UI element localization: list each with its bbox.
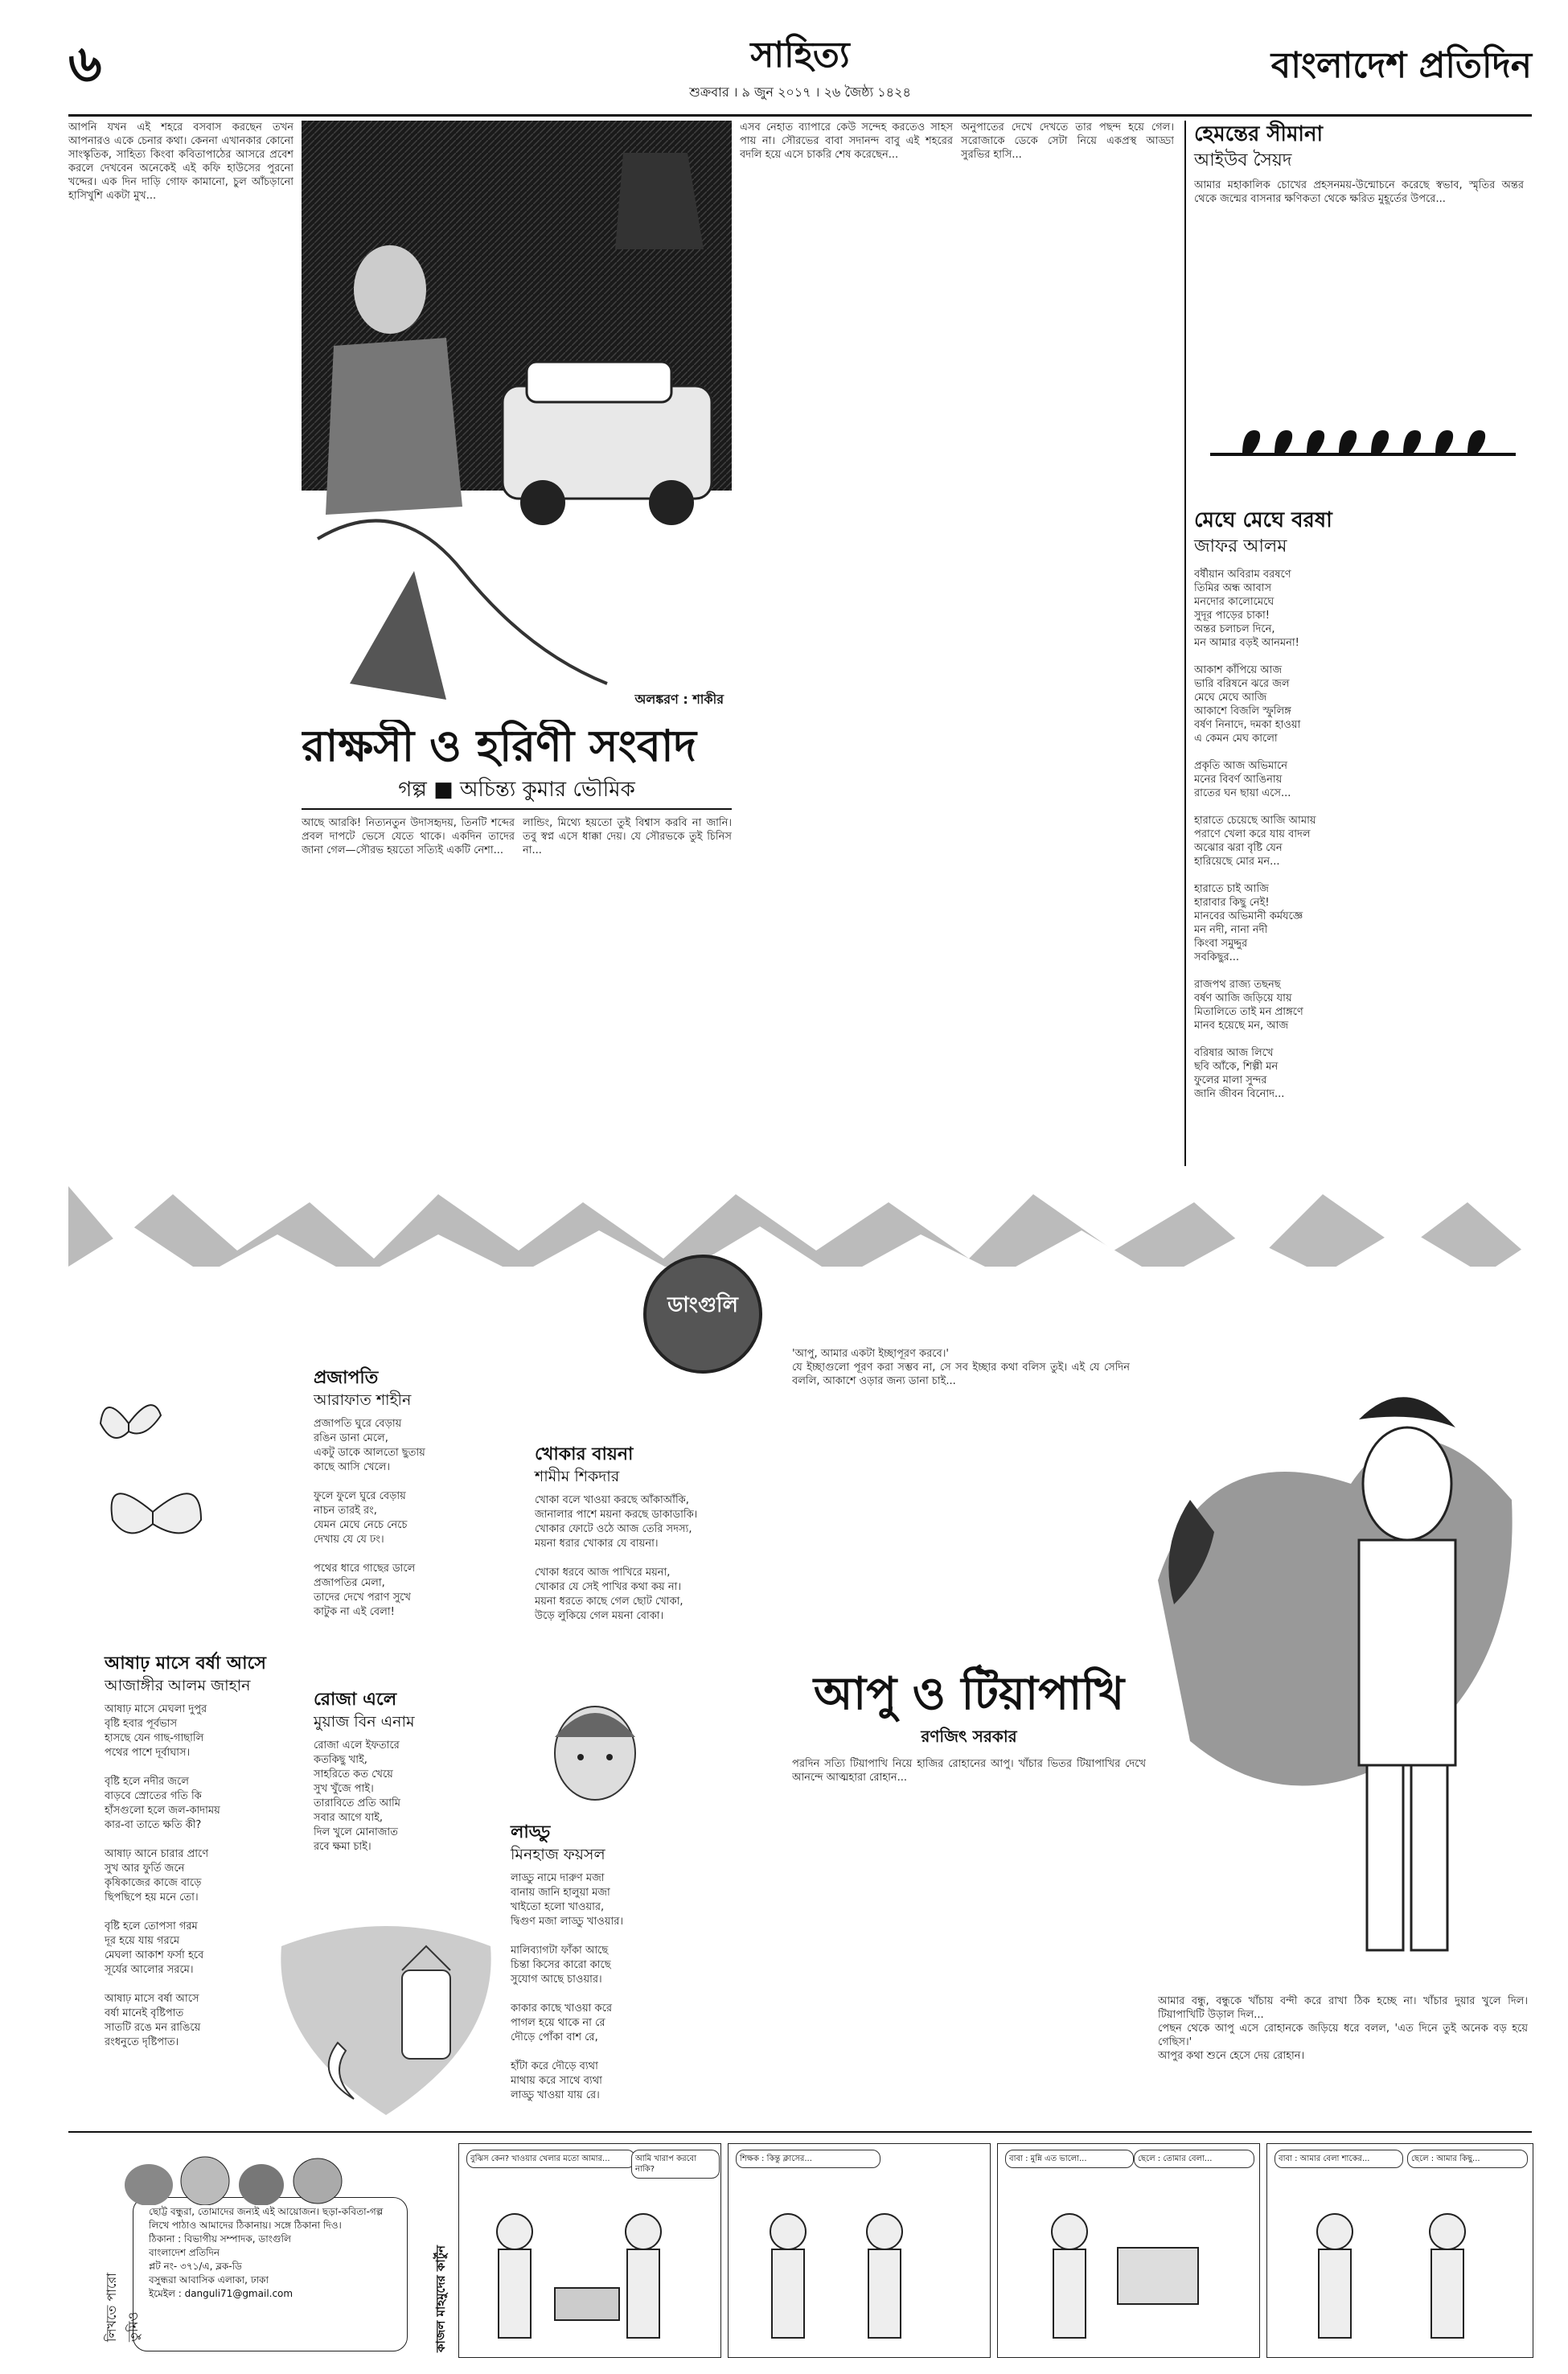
cartoon-strip xyxy=(430,2143,1532,2360)
title-rule xyxy=(302,808,732,810)
page-header xyxy=(68,32,1532,113)
kids-banner-band xyxy=(68,1178,1532,1299)
story-column-1: আপনি যখন এই শহরে বসবাস করছেন তখন আপনারও একে চেনার কথা। কেননা এখানকার কোনো সাংস্কৃতিক, সাহিত্য কিংবা কবিতাপাঠের আসরে প্রবেশ করলে দেখবেন অনেকেই এই কফি হাউসের পুরনো খদ্দের। এক দিন দাড়ি গোফ কামানো, চুল আঁচড়ানো হাসিখুশি একটা মুখ... xyxy=(68,121,293,202)
kids-poem-2-author: শামীম শিকদার xyxy=(535,1468,620,1485)
header-rule xyxy=(68,114,1532,117)
kids-poem-1-title: প্রজাপতি xyxy=(314,1368,379,1388)
poem2-text: বর্ষীয়ান অবিরাম বরষণে তিমির অন্ধ আবাস মনদোর কালোমেঘে সুদূর পাড়ের চাকা! অন্তর চলাচল দিনে, মন আমার বড়ই আনমনা! আকাশ কাঁপিয়ে আজ ভারি বরিষনে ঝরে জল মেঘে মেঘে আজি আকাশে বিজলি স্ফুলিঙ্গ বর্ষণ নিনাদে, দমকা হাওয়া এ কেমন মেঘ কালো প্রকৃতি আজ অভিমানে মনের বিবর্ণ আঙিনায় রাতের ঘন ছায়া এসে... হারাতে চেয়েছে আজি আমায় পরাণে খেলা করে যায় বাদল অঝোর ঝরা বৃষ্টি যেন হারিয়েছে মোর মন... হারাতে চাই আজি হারাবার কিছু নেই! মানবের অভিমানী কর্মযজ্ঞে মন নদী, নানা নদী কিংবা সমুদ্দুর সবকিছুর... রাজপথ রাজ্য তছনছ বর্ষণ আজি জড়িয়ে যায় মিতালিতে তাই মন প্রাঙ্গণে মানব হয়েছে মন, আজ বরিষার আজ লিখে ছবি আঁকে, শিল্পী মন ফুলের মালা সুন্দর জানি জীবন বিনোদ... xyxy=(1194,569,1316,1100)
kids-poem-1 xyxy=(314,1367,523,1705)
kids-story-title: আপু ও টিয়াপাখি xyxy=(813,1667,1125,1720)
kids-story-column-3: আমার বন্ধু, বন্ধুকে খাঁচায় বন্দী করে রাখা ঠিক হচ্ছে না। খাঁচার দুয়ার খুলে দিল। টিয়াপাখিটি উড়াল দিল... পেছন থেকে আপু এসে রোহানকে জড়িয়ে ধরে বলল, 'এত দিনে তুই অনেক বড় হয়ে গেছিস।' আপুর কথা শুনে হেসে দেয় রোহান। xyxy=(1158,1995,1528,2062)
column-divider xyxy=(1184,121,1186,1166)
comic-bubble-3: শিক্ষক : কিন্তু ক্লাসের... xyxy=(736,2150,880,2168)
comic-bubble-1: বুঝিস কেন? খাওয়ার খেলার মতো আমার... xyxy=(466,2150,635,2168)
notice-side-label: লিখতে পারো তুমিও xyxy=(104,2273,141,2342)
kids-poem-3-title: আষাঢ় মাসে বর্ষা আসে xyxy=(105,1653,266,1674)
poem1-title: হেমন্তের সীমানা xyxy=(1194,122,1324,146)
story-column-2b: লান্ডিং, মিথ্যে হয়তো তুই বিশ্বাস করবি না জানি। তবু স্বপ্ন এসে ধাক্কা দেয়। যে সৌরভকে তুই চিনিস না... xyxy=(523,817,732,856)
story-column-3: এসব নেহাত ব্যাপারে কেউ সন্দেহ করতেও সাহস পায় না। সৌরভের বাবা সদানন্দ বাবু এই শহরের বদলি হয়ে এসে চাকরি শেষ করেছেন... xyxy=(740,121,953,161)
notice-text: ছোট্ট বন্ধুরা, তোমাদের জন্যই এই আয়োজন। ছড়া-কবিতা-গল্প লিখে পাঠাও আমাদের ঠিকানায়। সঙ্গে ঠিকানা দিও। ঠিকানা : বিভাগীয় সম্পাদক, ডাংগুলি বাংলাদেশ প্রতিদিন প্লট নং- ৩৭১/এ, ব্লক-ডি বসুন্ধরা আবাসিক এলাকা, ঢাকা ইমেইল : danguli71@gmail.com xyxy=(149,2206,384,2299)
story-column-4: অনুপাতের দেখে দেখতে তার পছন্দ হয়ে গেল। সরোজাকে ডেকে সেটা নিয়ে একপ্রস্থ আড্ডা সুরভির হাসি... xyxy=(961,121,1174,161)
kids-poem-1-author: আরাফাত শাহীন xyxy=(314,1391,412,1409)
story-column-2: আছে আরকি! নিত্যনতুন উদাসহৃদয়, তিনটি শব্দের প্রবল দাপটে ভেসে যেতে থাকে। একদিন তাদের জানা গেল—সৌরভ হয়তো সত্যিই একটি নেশা... xyxy=(302,817,515,856)
kids-poem-3-author: আজাঙ্গীর আলম জাহান xyxy=(105,1677,251,1694)
kids-poem-2 xyxy=(535,1444,776,1685)
section-title: সাহিত্য xyxy=(750,35,850,76)
boy-parrot-illustration xyxy=(1142,1339,1528,1982)
butterfly-art xyxy=(96,1391,217,1568)
kids-poem-4-title: রোজা এলে xyxy=(314,1690,397,1710)
kids-poem-2-title: খোকার বায়না xyxy=(535,1444,634,1464)
kids-poem-4-text: রোজা এলে ইফতারে কতকিছু খাই, সাহরিতে কত খেয়ে সুখ খুঁজে পাই। তারাবিতে প্রতি আমি সবার আগে যাই, দিল খুলে মোনাজাত রবে ক্ষমা চাই। xyxy=(314,1739,400,1853)
comic-figures xyxy=(458,2199,1532,2352)
story-byline: গল্প ■ অচিন্ত্য কুমার ভৌমিক xyxy=(398,778,635,802)
date-line: শুক্রবার । ৯ জুন ২০১৭ । ২৬ জৈষ্ঠ্য ১৪২৪ xyxy=(689,84,911,100)
kids-poem-5-title: লাড্ডু xyxy=(511,1822,551,1842)
cartoon-label: কাজল মাহমুদের কার্টুন xyxy=(433,2245,448,2352)
story-illustration-art xyxy=(302,121,732,716)
comic-bubble-6: বাবা : আমার বেলা শাকের... xyxy=(1275,2150,1403,2168)
comic-bubble-4: বাবা : মুন্নি এত ভালো... xyxy=(1005,2150,1134,2168)
submission-notice xyxy=(68,2141,422,2358)
poem1-text: আমার মহাকালিক চোখের প্রহসনময়-উন্মোচনে করেছে স্বভাব, স্মৃতির অন্তর থেকে জন্মের বাসনার ক্ষণিকতা থেকে ক্ষরিত মুহূর্তের উপরে... xyxy=(1194,179,1524,205)
story-title: রাক্ষসী ও হরিণী সংবাদ xyxy=(302,720,696,771)
ornament-divider xyxy=(1210,422,1516,470)
story-illustration xyxy=(302,121,732,716)
kids-poem-1-text: প্রজাপতি ঘুরে বেড়ায় রঙিন ডানা মেলে, একটু ডাকে আলতো ছুতায় কাছে আসি খেলে। ফুলে ফুলে ঘুরে বেড়ায় নাচন তারই রং, যেমন মেঘে নেচে নেচে দেখায় যে যে ঢং। পথের ধারে গাছের ডালে প্রজাপতির মেলা, তাদের দেখে পরাণ সুখে কাটুক না এই বেলা! xyxy=(314,1418,425,1618)
kids-story-column-1: 'আপু, আমার একটা ইচ্ছাপূরণ করবে।' যে ইচ্ছাগুলো পূরণ করা সম্ভব না, সে সব ইচ্ছার কথা বলিস তুই। এই যে সেদিন বললি, আকাশে ওড়ার জন্য ডানা চাই... xyxy=(792,1348,1130,1387)
illustration-credit: অলঙ্করণ : শাকীর xyxy=(634,692,724,707)
poem2-title: মেঘে মেঘে বরষা xyxy=(1194,508,1332,532)
poem2-author: জাফর আলম xyxy=(1194,536,1287,557)
kids-story-column-2: পরদিন সত্যি টিয়াপাখি নিয়ে হাজির রোহানের আপু। খাঁচার ভিতর টিয়াপাখির দেখে আনন্দে আত্মহারা রোহান... xyxy=(792,1758,1146,1784)
child-sketch xyxy=(539,1689,651,1809)
right-column xyxy=(1194,121,1532,1166)
monster-kids-art xyxy=(117,2141,358,2205)
kids-poem-3 xyxy=(105,1653,289,2103)
brand-logo: বাংলাদেশ প্রতিদিন xyxy=(1270,45,1532,86)
comic-bubble-2: আমি খারাপ করবো নাকি? xyxy=(631,2150,720,2179)
comic-bubble-5: ছেলে : তোমার বেলা... xyxy=(1134,2150,1254,2168)
kids-story-author: রণজিৎ সরকার xyxy=(921,1727,1017,1746)
kids-poem-5-text: লাড্ডু নামে দারুণ মজা বানায় জানি হালুয়া মজা খাইতো হলো খাওয়ার, দ্বিগুণ মজা লাড্ডু খাওয়ার। মালিব্যাগটা ফাঁকা আছে চিন্তা কিসের কারো কাছে সুযোগ আছে চাওয়ার। কাকার কাছে খাওয়া করে পাগল হয়ে থাকে না রে দৌড়ে পোঁকা বাশ রে, হাঁটা করে দৌড়ে ব্যথা মাথায় করে সাথে ব্যথা লাড্ডু খাওয়া যায় রে। xyxy=(511,1872,624,2101)
kids-logo xyxy=(643,1255,762,1374)
poem1-author: আইউব সৈয়দ xyxy=(1194,150,1292,170)
kids-poem-5-author: মিনহাজ ফয়সল xyxy=(511,1846,605,1863)
kids-poem-2-text: খোকা বলে খাওয়া করছে আঁকাআঁকি, জানালার পাশে ময়না করছে ডাকাডাকি। খোকার ফোটে ওঠে আজ তেরি সদস্য, ময়না ধরার খোকার যে বায়না। খোকা ধরবে আজ পাখিরে ময়না, খোকার যে সেই পাখির কথা কয় না। ময়না ধরতে কাছে গেল ছোট খোকা, উড়ে লুকিয়ে গেল ময়না বোকা। xyxy=(535,1494,698,1622)
comic-bubble-7: ছেলে : আমার কিছু... xyxy=(1407,2150,1528,2168)
kids-poem-5 xyxy=(511,1822,720,2127)
kids-poem-4 xyxy=(314,1689,491,1914)
footer-rule xyxy=(68,2131,1532,2133)
lantern-moon-art xyxy=(265,1914,507,2131)
kids-logo-text: ডাংগুলি xyxy=(667,1293,738,1317)
kids-poem-4-author: মুয়াজ বিন এনাম xyxy=(314,1713,415,1731)
page-number: ৬ xyxy=(68,34,102,94)
kids-poem-3-text: আষাঢ় মাসে মেঘলা দুপুর বৃষ্টি হবার পূর্বভাস হাসছে যেন গাছ-গাছালি পথের পাশে দূর্বাঘাস। বৃষ্টি হলে নদীর জলে বাড়বে স্রোতের গতি কি হাঁসগুলো হলে জল-কাদাময় কার-বা তাতে ক্ষতি কী? আষাঢ় আনে চারার প্রাণে সুখ আর ফুর্তি জনে কৃষিকাজের কাজে বাড়ে ছিপছিপে হয় মনে তো। বৃষ্টি হলে তোপসা গরম দূর হয়ে যায় গরমে মেঘলা আকাশ ফর্সা হবে সূর্যের আলোর সরমে। আষাঢ় মাসে বর্ষা আসে বর্ষা মানেই বৃষ্টিপাত সাতটি রঙে মন রাঙিয়ে রংধনুতে দৃষ্টিপাত। xyxy=(105,1703,220,2048)
